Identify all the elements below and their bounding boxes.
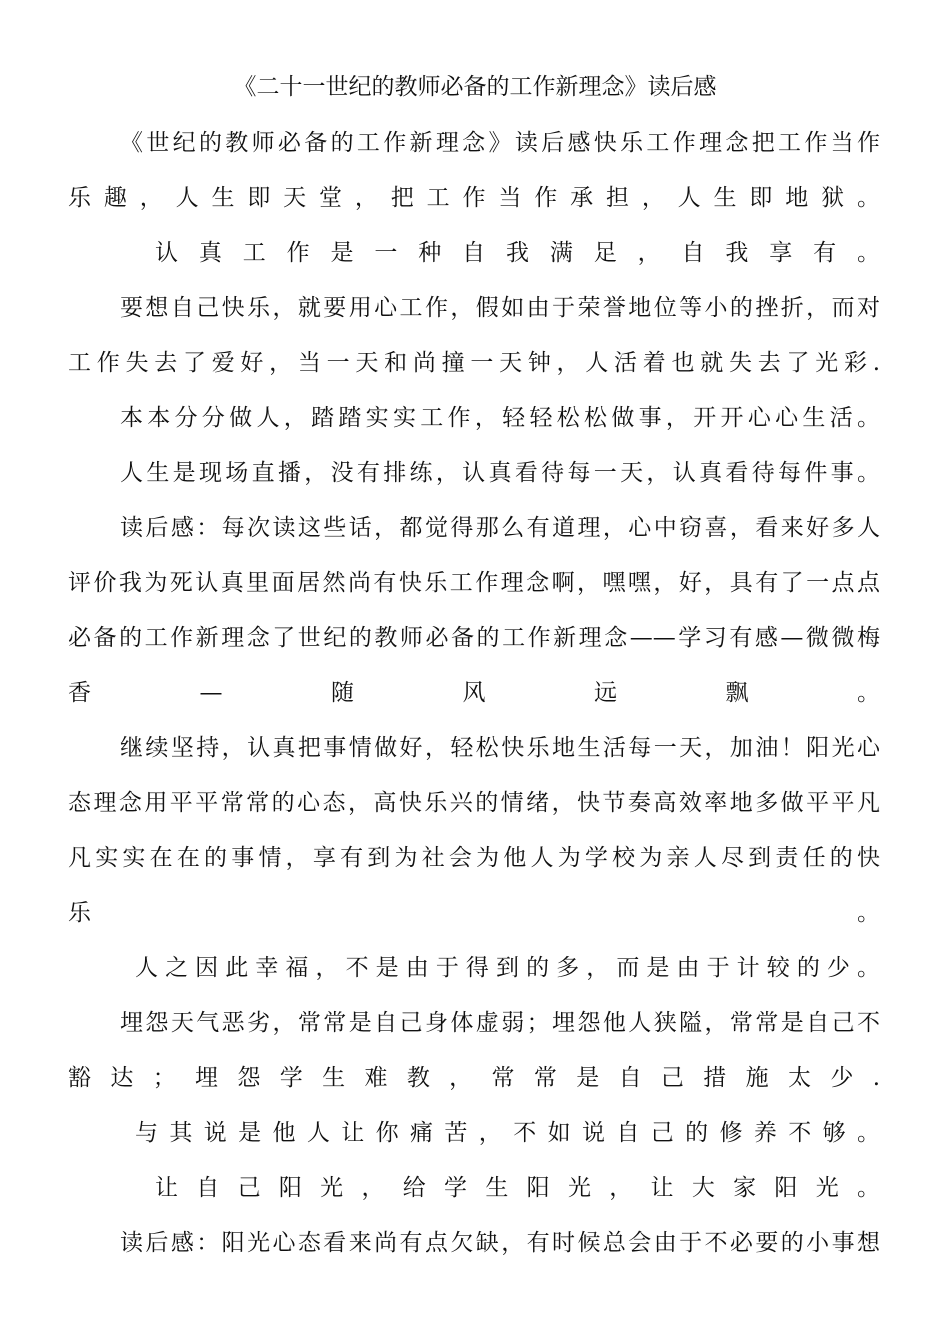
text-line-11: 香—随风远飘。 (68, 680, 880, 706)
text-line-20: 让自己阳光，给学生阳光，让大家阳光。 (155, 1175, 880, 1201)
text-line-18: 豁达；埋怨学生难教，常常是自己措施太少. (68, 1065, 880, 1091)
document-title: 《二十一世纪的教师必备的工作新理念》读后感 (233, 74, 717, 100)
text-line-13: 态理念用平平常常的心态，高快乐兴的情绪，快节奏高效率地多做平平凡 (68, 790, 880, 816)
text-line-10: 必备的工作新理念了世纪的教师必备的工作新理念——学习有感—微微梅 (68, 625, 880, 651)
text-line-14: 凡实实在在的事情，享有到为社会为他人为学校为亲人尽到责任的快 (68, 845, 880, 871)
text-line-8: 读后感：每次读这些话，都觉得那么有道理，心中窃喜，看来好多人 (120, 515, 880, 541)
text-line-3: 认真工作是一种自我满足，自我享有。 (155, 240, 880, 266)
text-line-2: 乐趣，人生即天堂，把工作当作承担，人生即地狱。 (68, 185, 880, 211)
text-line-21: 读后感：阳光心态看来尚有点欠缺，有时候总会由于不必要的小事想 (120, 1230, 880, 1256)
text-line-17: 埋怨天气恶劣，常常是自己身体虚弱；埋怨他人狭隘，常常是自己不 (120, 1010, 880, 1036)
text-line-15: 乐。 (68, 900, 880, 926)
text-line-7: 人生是现场直播，没有排练，认真看待每一天，认真看待每件事。 (120, 460, 880, 486)
text-line-9: 评价我为死认真里面居然尚有快乐工作理念啊，嘿嘿，好，具有了一点点 (68, 570, 880, 596)
text-line-1: 《世纪的教师必备的工作新理念》读后感快乐工作理念把工作当作 (120, 130, 880, 156)
text-line-16: 人之因此幸福，不是由于得到的多，而是由于计较的少。 (135, 955, 880, 981)
text-line-12: 继续坚持，认真把事情做好，轻松快乐地生活每一天，加油！阳光心 (120, 735, 880, 761)
text-line-19: 与其说是他人让你痛苦，不如说自己的修养不够。 (135, 1120, 880, 1146)
text-line-6: 本本分分做人，踏踏实实工作，轻轻松松做事，开开心心生活。 (120, 405, 880, 431)
text-line-4: 要想自己快乐，就要用心工作，假如由于荣誉地位等小的挫折，而对 (120, 295, 880, 321)
text-line-5: 工作失去了爱好，当一天和尚撞一天钟，人活着也就失去了光彩. (68, 350, 880, 376)
